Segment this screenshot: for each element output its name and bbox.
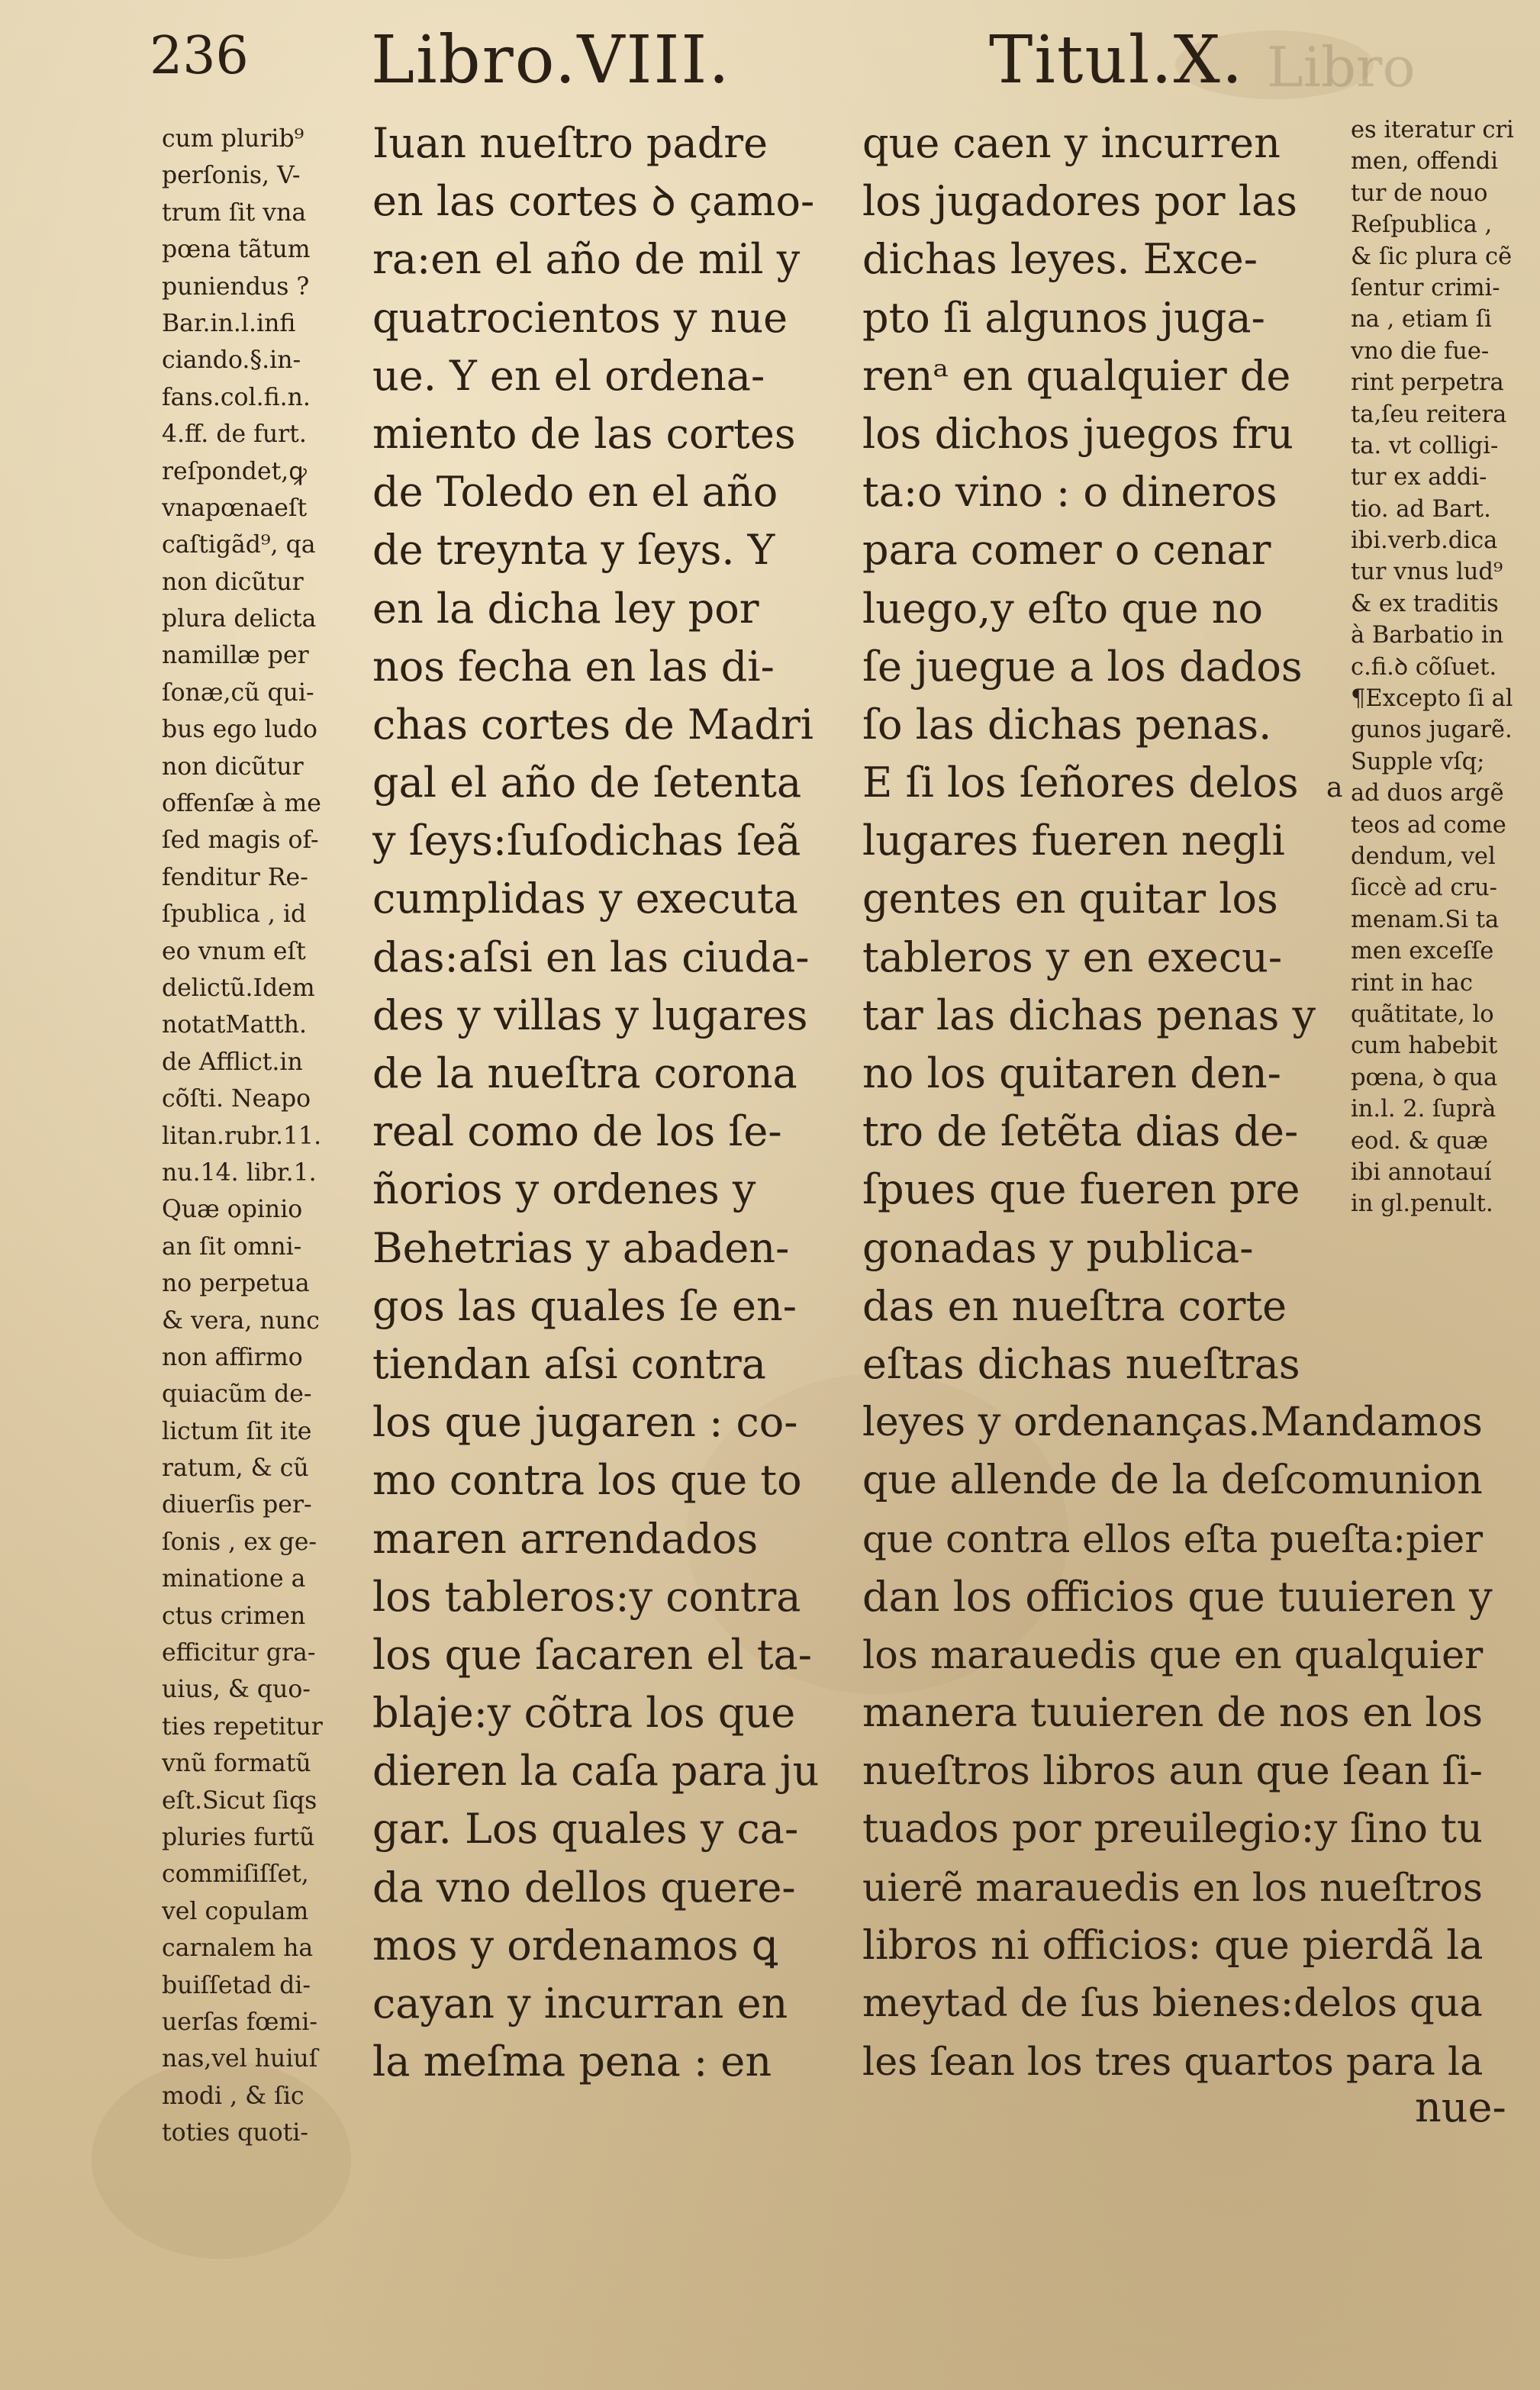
text-line: tro de ſetẽta dias de-: [862, 1107, 1299, 1156]
gloss-line: ſed magis of-: [162, 826, 319, 855]
gloss-line: rint perpetra: [1351, 369, 1504, 397]
gloss-line: teos ad come: [1351, 811, 1506, 839]
gloss-line: perſonis, V-: [162, 162, 301, 190]
text-line: mo contra los que to: [372, 1456, 802, 1505]
gloss-line: litan.rubr.11.: [162, 1122, 322, 1150]
text-line: gonadas y publica-: [862, 1223, 1254, 1272]
text-line: nos fecha en las di-: [372, 642, 775, 691]
text-line: ta:o vino : o dineros: [862, 468, 1277, 517]
text-line: luego,y eſto que no: [862, 584, 1263, 633]
gloss-line: no perpetua: [162, 1270, 310, 1298]
text-line: tuados por preuilegio:y ſino tu: [862, 1805, 1483, 1853]
gloss-line: ſonis , ex ge-: [162, 1528, 317, 1556]
gloss-line: ſpublica , id: [162, 900, 307, 929]
text-line: maren arrendados: [372, 1514, 759, 1563]
gloss-line: caſtigãd⁹, qa: [162, 531, 316, 559]
text-line: renᵃ en qualquier de: [862, 351, 1291, 400]
gloss-line: plura delicta: [162, 605, 317, 633]
text-line: real como de los ſe-: [372, 1107, 782, 1156]
gloss-line: trum ſit vna: [162, 198, 307, 227]
text-line: los que jugaren : co-: [372, 1398, 798, 1447]
gloss-line: non dicũtur: [162, 568, 304, 596]
gloss-line: ties repetitur: [162, 1712, 323, 1741]
gloss-line: cum plurib⁹: [162, 125, 304, 153]
gloss-line: Bar.in.l.infi: [162, 309, 296, 337]
gloss-line: es iteratur cri: [1351, 117, 1514, 143]
running-head-book: Libro.VIII.: [371, 22, 731, 98]
gloss-line: eo vnum eſt: [162, 937, 306, 965]
gloss-line: ſonæ,cũ qui-: [162, 678, 314, 707]
text-line: lugares fueren negli: [862, 817, 1285, 865]
text-line: que allende de la deſcomunion: [862, 1458, 1483, 1504]
gloss-line: an ſit omni-: [162, 1232, 302, 1261]
gloss-line: c.fi.ꝺ cõſuet.: [1351, 653, 1497, 681]
gloss-line: nas,vel huiuſ: [162, 2045, 318, 2073]
text-line: manera tuuieren de nos en los: [862, 1689, 1483, 1737]
text-line: uierẽ marauedis en los nueſtros: [862, 1864, 1483, 1910]
text-line: ñorios y ordenes y: [372, 1165, 756, 1214]
gloss-line: cum habebit: [1351, 1032, 1498, 1060]
text-line: das en nueſtra corte: [862, 1281, 1287, 1330]
gloss-line: commiſiſſet,: [162, 1860, 309, 1889]
gloss-line: ta. vt colligi-: [1351, 432, 1499, 459]
gloss-line: Supple vſq;: [1351, 748, 1485, 775]
text-line: ſpues que fueren pre: [862, 1165, 1300, 1214]
page-header: [0, 23, 1540, 107]
gloss-line: pœna, ꝺ qua: [1351, 1064, 1498, 1091]
gloss-line: eod. & quæ: [1351, 1127, 1489, 1155]
gloss-line: pœna tãtum: [162, 236, 311, 264]
gloss-line: Reſpublica ,: [1351, 211, 1493, 239]
gloss-line: ta,ſeu reitera: [1351, 401, 1507, 428]
text-line: la meſma pena : en: [372, 2037, 772, 2086]
gloss-line: diuerſis per-: [162, 1491, 312, 1519]
gloss-line: Quæ opinio: [162, 1196, 303, 1224]
gloss-line: ¶Excepto ſi al: [1351, 685, 1513, 713]
text-line: gentes en quitar los: [862, 875, 1278, 923]
running-head-title: Titul.X.: [989, 22, 1245, 98]
text-line: en las cortes ꝺ çamo-: [372, 177, 815, 226]
gloss-line: ad duos argẽ: [1351, 780, 1504, 807]
gloss-line: efficitur gra-: [162, 1639, 316, 1667]
gloss-line: delictũ.Idem: [162, 974, 315, 1002]
gloss-line: vel copulam: [162, 1897, 309, 1925]
text-line: libros ni officios: que pierdã la: [862, 1921, 1484, 1969]
text-line: los que ſacaren el ta-: [372, 1630, 812, 1679]
text-line: en la dicha ley por: [372, 584, 759, 633]
text-line: cumplidas y executa: [372, 875, 798, 923]
text-line: E ſi los ſeñores delos: [862, 759, 1299, 807]
text-line: eſtas dichas nueſtras: [862, 1339, 1300, 1388]
gloss-line: toties quoti-: [162, 2119, 308, 2147]
gloss-line: vnapœnaeſt: [162, 494, 308, 522]
gloss-line: vnũ formatũ: [162, 1750, 311, 1778]
gloss-line: namillæ per: [162, 642, 309, 670]
gloss-line: de Afflict.in: [162, 1048, 303, 1076]
gloss-line: à Barbatio in: [1351, 622, 1504, 649]
text-line: dan los officios que tuuieren y: [862, 1572, 1493, 1621]
folio-number: 236: [150, 26, 249, 86]
gloss-line: ratum, & cũ: [162, 1454, 309, 1483]
gloss-line: & ex traditis: [1351, 590, 1499, 617]
text-line: que caen y incurren: [862, 119, 1281, 167]
gloss-line: tur vnus lud⁹: [1351, 559, 1503, 586]
show-through-text: Libro: [1267, 35, 1416, 99]
gloss-line: uius, & quo-: [162, 1676, 311, 1704]
gloss-line: puniendus ?: [162, 272, 310, 301]
gloss-line: cõſti. Neapo: [162, 1085, 311, 1113]
gloss-line: non dicũtur: [162, 752, 304, 781]
gloss-line: quãtitate, lo: [1351, 1000, 1494, 1028]
text-line: Iuan nueſtro padre: [372, 119, 768, 167]
text-line: leyes y ordenanças.Mandamos: [862, 1399, 1483, 1446]
gloss-line: fenditur Re-: [162, 863, 308, 891]
gloss-line: reſpondet,ꝙ: [162, 457, 307, 485]
text-line: blaje:y cõtra los que: [372, 1689, 796, 1738]
gloss-line: & vera, nunc: [162, 1306, 320, 1335]
text-line: no los quitaren den-: [862, 1049, 1281, 1097]
text-line: da vno dellos quere-: [372, 1863, 796, 1912]
text-line: ſe juegue a los dados: [862, 642, 1303, 691]
text-line: de Toledo en el año: [372, 468, 778, 517]
gloss-line: nu.14. libr.1.: [162, 1158, 317, 1187]
text-line: que contra ellos eſta pueſta:pier: [862, 1516, 1484, 1561]
text-line: gal el año de ſetenta: [372, 759, 802, 807]
gloss-line: vno die fue-: [1351, 337, 1490, 365]
gloss-line: men exceſſe: [1351, 938, 1494, 965]
text-line: gar. Los quales y ca-: [372, 1805, 799, 1854]
gloss-line: 4.ff. de furt.: [162, 420, 307, 449]
text-line: Behetrias y abaden-: [372, 1223, 790, 1272]
text-line: para comer o cenar: [862, 526, 1271, 575]
text-line: los dichos juegos fru: [862, 409, 1294, 458]
gloss-line: bus ego ludo: [162, 716, 317, 744]
gloss-line: ciando.§.in-: [162, 346, 301, 375]
gloss-line: minatione a: [162, 1565, 306, 1593]
text-line: des y villas y lugares: [372, 990, 808, 1039]
catchword: nue-: [1415, 2083, 1506, 2131]
text-line: cayan y incurran en: [372, 1979, 788, 2028]
note-reference-mark: a: [1326, 772, 1343, 804]
gloss-line: buiſſetad di-: [162, 1971, 311, 1999]
gloss-line: ſiccè ad cru-: [1351, 875, 1497, 902]
gloss-line: & ſic plura cẽ: [1351, 243, 1513, 270]
gloss-line: quiacũm de-: [162, 1380, 312, 1409]
gloss-line: in gl.penult.: [1351, 1190, 1493, 1218]
gloss-line: ibi annotauí: [1351, 1158, 1492, 1186]
gloss-line: uerſas fœmi-: [162, 2008, 317, 2036]
gloss-line: eſt.Sicut ſiqs: [162, 1786, 317, 1815]
gloss-line: na , etiam ſi: [1351, 306, 1492, 333]
text-line: tar las dichas penas y: [862, 990, 1316, 1039]
text-line: quatrocientos y nue: [372, 293, 788, 342]
text-line: ra:en el año de mil y: [372, 235, 801, 284]
right-margin-gloss: [1351, 114, 1528, 1220]
gloss-line: ctus crimen: [162, 1602, 306, 1630]
text-line: dieren la caſa para ju: [372, 1747, 820, 1796]
text-line: los tableros:y contra: [372, 1572, 801, 1621]
text-line: ue. Y en el ordena-: [372, 351, 765, 400]
text-line: ſo las dichas penas.: [862, 700, 1272, 749]
gloss-line: carnalem ha: [162, 1934, 314, 1963]
gloss-line: dendum, vel: [1351, 842, 1496, 870]
text-line: los marauedis que en qualquier: [862, 1631, 1484, 1677]
gloss-line: notatMatth.: [162, 1011, 307, 1039]
gloss-line: offenſæ à me: [162, 790, 321, 818]
gloss-line: tur de nouo: [1351, 179, 1488, 207]
text-line: mos y ordenamos ꝗ: [372, 1921, 778, 1970]
text-line: meytad de ſus bienes:delos qua: [862, 1981, 1483, 2026]
text-line: de la nueſtra corona: [372, 1049, 797, 1097]
gloss-line: pluries furtũ: [162, 1823, 315, 1851]
gloss-line: men, offendi: [1351, 148, 1499, 176]
text-line: de treynta y ſeys. Y: [372, 526, 775, 575]
gloss-line: tur ex addi-: [1351, 464, 1487, 491]
text-line: gos las quales ſe en-: [372, 1281, 797, 1330]
text-line: dichas leyes. Exce-: [862, 235, 1258, 284]
main-text-column-left: [372, 114, 830, 2091]
text-line: tiendan aſsi contra: [372, 1339, 766, 1388]
left-margin-gloss: [162, 121, 357, 2151]
gloss-line: gunos jugarẽ.: [1351, 717, 1513, 744]
text-line: los jugadores por las: [862, 177, 1297, 226]
gloss-line: menam.Si ta: [1351, 906, 1500, 933]
text-line: nueſtros libros aun que ſean ſi-: [862, 1748, 1483, 1795]
gloss-line: non affirmo: [162, 1343, 303, 1371]
gloss-line: ibi.verb.dica: [1351, 527, 1498, 555]
text-line: das:aſsi en las ciuda-: [372, 932, 810, 981]
gloss-line: lictum ſit ite: [162, 1417, 312, 1445]
gloss-line: rint in hac: [1351, 969, 1473, 997]
gloss-line: fans.col.fi.n.: [162, 383, 311, 411]
gloss-line: in.l. 2. ſuprà: [1351, 1096, 1497, 1123]
text-line: tableros y en execu-: [862, 932, 1283, 981]
gloss-line: ſentur crimi-: [1351, 274, 1500, 301]
gloss-line: modi , & ſic: [162, 2082, 304, 2110]
text-line: miento de las cortes: [372, 409, 796, 458]
text-line: chas cortes de Madri: [372, 700, 814, 749]
text-line: les ſean los tres quartos para la: [862, 2039, 1484, 2085]
text-line: y ſeys:ſuſodichas ſeã: [372, 817, 801, 865]
gloss-line: tio. ad Bart.: [1351, 495, 1491, 523]
text-line: pto ſi algunos juga-: [862, 293, 1265, 342]
